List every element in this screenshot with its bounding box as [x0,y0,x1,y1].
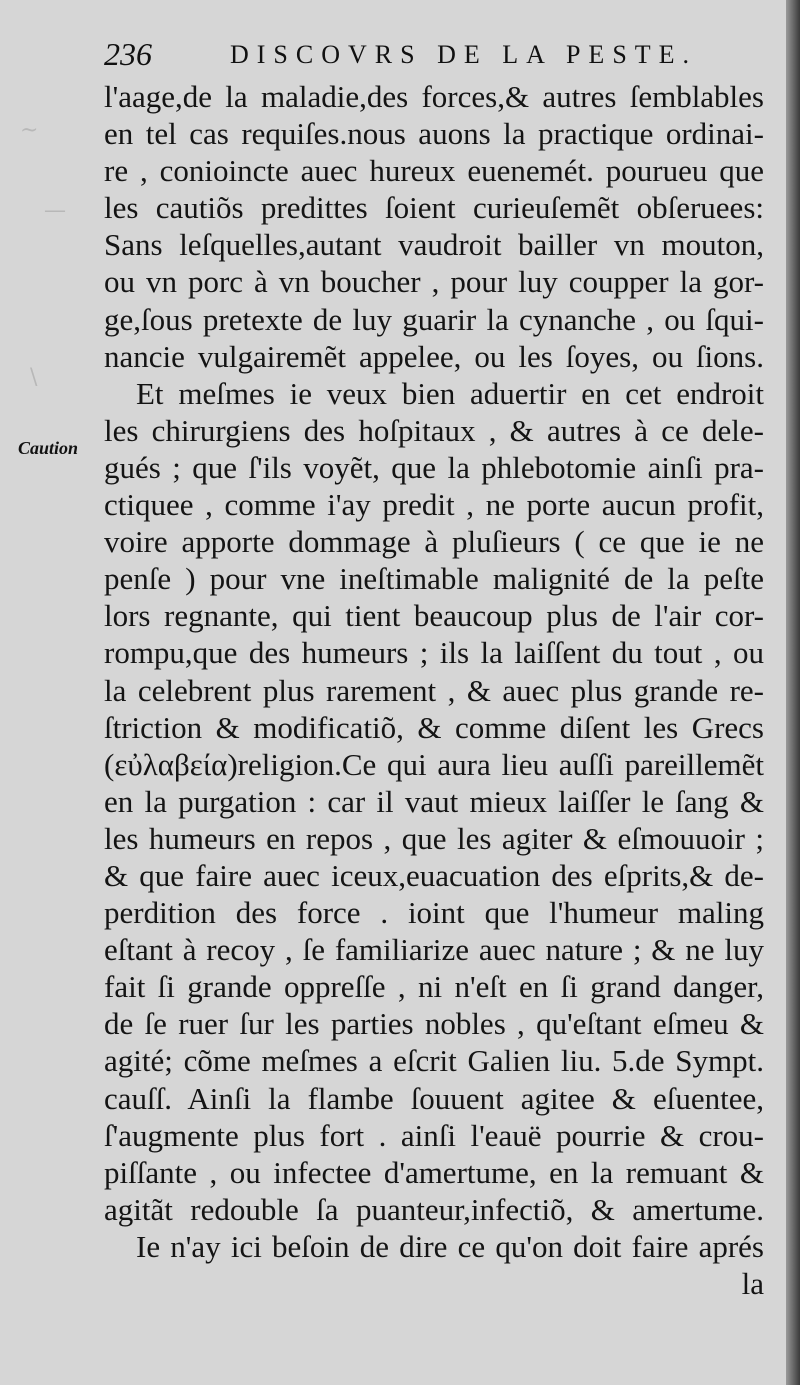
text-line: de ſe ruer ſur les parties nobles , qu'eſtant eſmeu & [104,1006,764,1042]
bleed-through-mark: \ [30,365,38,390]
text-line: (εὐλαβεία)religion.Ce qui aura lieu auſſi pareillemẽt [104,746,764,782]
text-line: fait ſi grande oppreſſe , ni n'eſt en ſi grand danger, [104,969,764,1005]
text-line: cauſſ. Ainſi la flambe ſouuent agitee & eſuentee, [104,1080,764,1116]
text-line: eſtant à recoy , ſe familiarize auec nature ; & ne luy [104,932,764,968]
text-line: gués ; que ſ'ils voyẽt, que la phlebotomie ainſi pra- [104,449,764,485]
text-line: re , conioincte auec hureux euenemét. pourueu que [104,153,764,189]
bleed-through-mark: — [44,198,66,223]
text-line: la celebrent plus rarement , & auec plus grande re- [104,672,764,708]
text-line: Et meſmes ie veux bien aduertir en cet endroit [136,375,764,411]
text-line: en la purgation : car il vaut mieux laiſſer le ſang & [104,783,764,819]
margin-note: Caution [18,438,79,458]
text-line: penſe ) pour vne ineſtimable malignité de la peſte [104,561,764,597]
text-line: agité; cõme meſmes a eſcrit Galien liu. 5.de Sympt. [104,1043,764,1079]
text-line: en tel cas requiſes.nous auons la practique ordinai- [104,116,764,152]
text-line: piſſante , ou infectee d'amertume, en la remuant & [104,1154,764,1190]
text-line: Sans leſquelles,autant vaudroit bailler vn mouton, [104,227,764,263]
body-text [104,78,764,1302]
page-number: 236 [104,36,152,72]
text-line: & que faire auec iceux,euacuation des eſprits,& de- [104,857,764,893]
text-line: rompu,que des humeurs ; ils la laiſſent du tout , ou [104,635,764,671]
text-line: ctiquee , comme i'ay predit , ne porte aucun profit, [104,487,764,523]
text-line: les chirurgiens des hoſpitaux , & autres à ce dele- [104,412,764,448]
running-title: DISCOVRS DE LA PESTE. [230,40,698,69]
text-line: ſtriction & modificatiõ, & comme diſent les Grecs [104,709,764,745]
bleed-through-mark: ~ [20,118,39,143]
text-line: les cautiõs predittes ſoient curieuſemẽt obſeruees: [104,190,764,226]
text-line: perdition des force . ioint que l'humeur maling [104,895,764,931]
text-line: ge,ſous pretexte de luy guarir la cynanche , ou ſqui- [104,301,764,337]
text-line: l'aage,de la maladie,des forces,& autres ſemblables [104,79,764,114]
text-line: Ie n'ay ici beſoin de dire ce qu'on doit faire aprés [136,1228,764,1264]
text-line: ou vn porc à vn boucher , pour luy coupper la gor- [104,264,764,300]
text-line: les humeurs en repos , que les agiter & eſmouuoir ; [104,820,764,856]
text-line: lors regnante, qui tient beaucoup plus de l'air cor- [104,598,764,634]
text-line: agitãt redouble ſa puanteur,infectiõ, & amertume. [104,1191,764,1227]
text-line: voire apporte dommage à pluſieurs ( ce que ie ne [104,524,764,560]
text-line: nancie vulgairemẽt appelee, ou les ſoyes, ou ſions. [104,338,764,374]
catchword: la [741,1266,764,1301]
page-header [104,36,764,76]
text-line: ſ'augmente plus fort . ainſi l'eauë pourrie & crou- [104,1117,764,1153]
page-edge-shadow [786,0,800,1385]
